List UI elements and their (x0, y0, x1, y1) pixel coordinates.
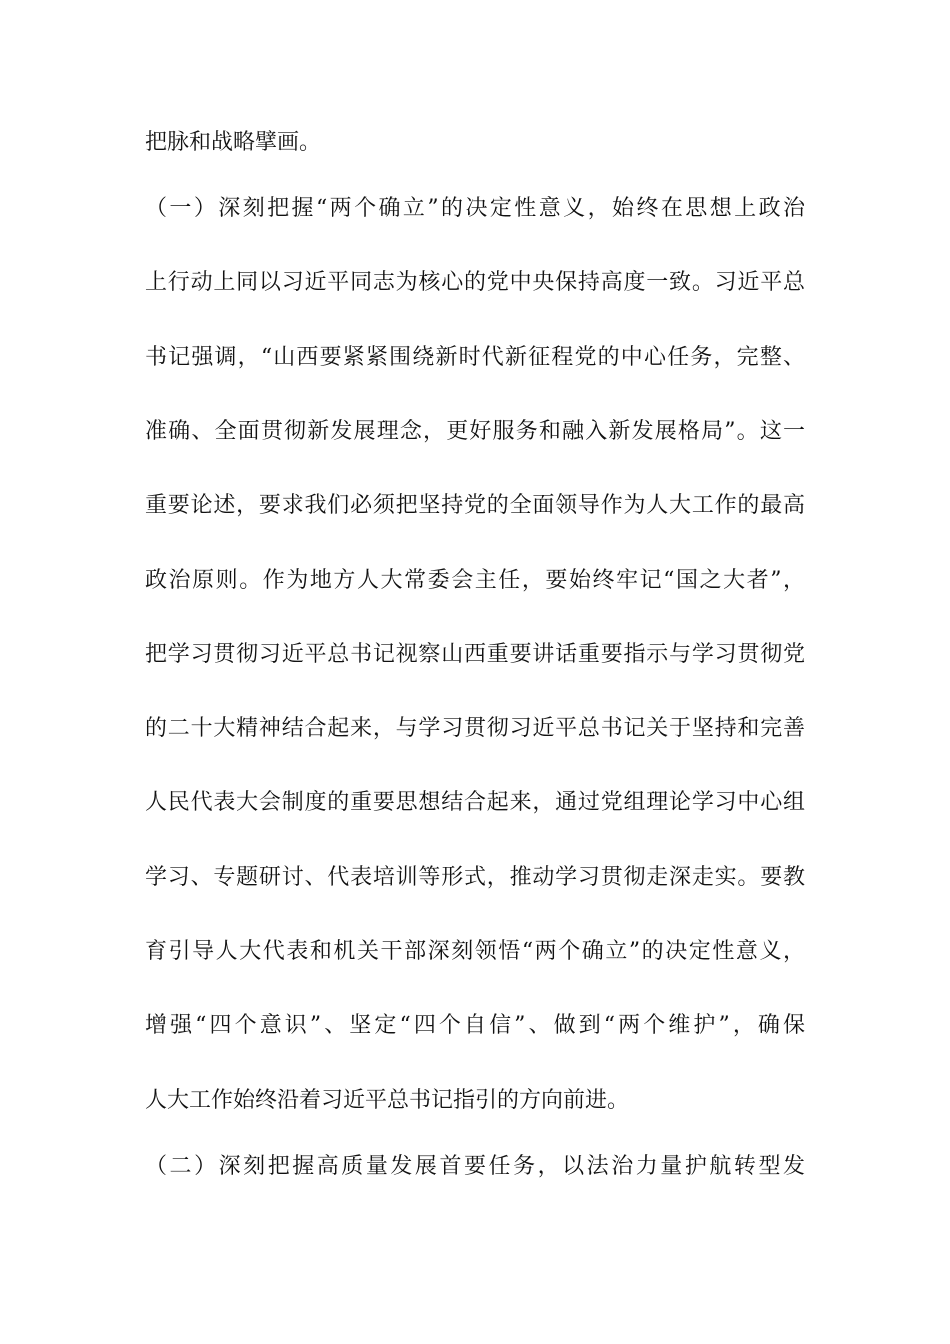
text-line: 重要论述，要求我们必须把坚持党的全面领导作为人大工作的最高 (145, 493, 805, 518)
text-line: 把脉和战略擘画。 (145, 130, 322, 155)
text-line: 人民代表大会制度的重要思想结合起来，通过党组理论学习中心组 (145, 790, 805, 815)
section-heading-2: （二）深刻把握高质量发展首要任务，以法治力量护航转型发 (145, 1154, 805, 1179)
text-line: 增强“四个意识”、坚定“四个自信”、做到“两个维护”，确保 (145, 1013, 805, 1038)
section-heading-1: （一）深刻把握“两个确立”的决定性意义，始终在思想上政治 (145, 196, 805, 221)
text-line: 育引导人大代表和机关干部深刻领悟“两个确立”的决定性意义， (145, 939, 805, 964)
text-line: 学习、专题研讨、代表培训等形式，推动学习贯彻走深走实。要教 (145, 865, 805, 890)
text-line: 把学习贯彻习近平总书记视察山西重要讲话重要指示与学习贯彻党 (145, 642, 805, 667)
text-line: 书记强调，“山西要紧紧围绕新时代新征程党的中心任务，完整、 (145, 345, 805, 370)
text-line: 政治原则。作为地方人大常委会主任，要始终牢记“国之大者”， (145, 568, 805, 593)
text-line: 人大工作始终沿着习近平总书记指引的方向前进。 (145, 1088, 630, 1113)
text-line: 准确、全面贯彻新发展理念，更好服务和融入新发展格局”。这一 (145, 419, 805, 444)
text-line: 的二十大精神结合起来，与学习贯彻习近平总书记关于坚持和完善 (145, 716, 805, 741)
text-line: 上行动上同以习近平同志为核心的党中央保持高度一致。习近平总 (145, 270, 805, 295)
